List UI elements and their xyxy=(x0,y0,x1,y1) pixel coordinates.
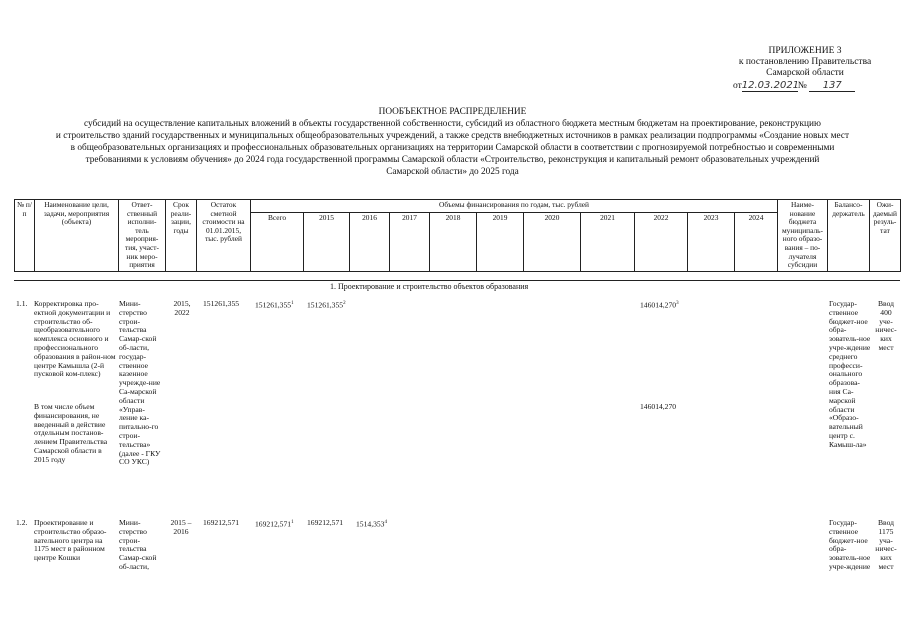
date-prefix: от xyxy=(733,81,742,91)
doc-title-line3: в общеобразовательных организациях и профессиональных образовательных организациях на территории Самарской области в соответствии с прогнозируемой потребностью и современными xyxy=(70,143,835,153)
row2-total xyxy=(255,519,294,529)
col-2019: 2019 xyxy=(477,212,524,271)
row1-2015-footnote: 2 xyxy=(343,301,346,306)
row1-2022 xyxy=(640,300,679,310)
row2-responsible: Мини-стерство строи-тельства Самар-ской об-ласти, xyxy=(119,518,157,571)
col-2020: 2020 xyxy=(524,212,581,271)
col-2016: 2016 xyxy=(350,212,390,271)
row1-2015 xyxy=(307,300,346,310)
doc-title-line2: и строительство зданий государственных и муниципальных общеобразовательных учреждений, а также средств внебюджетных источников в рамках реализации подпрограммы «Создание новых мест xyxy=(55,131,850,141)
decree-date-number xyxy=(733,80,873,92)
row2-name: Проектирование и строительство образо-вательного центра на 1175 мест в районном центре Кошки xyxy=(34,518,107,563)
doc-title-line4: требованиями к условиям обучения» до 2024 года государственной программы Самарской области «Строительство, реконструкция и капитальный ремонт образовательных учреждений xyxy=(85,155,820,165)
number-value: 137 xyxy=(809,80,855,92)
col-2024: 2024 xyxy=(735,212,778,271)
col-2018: 2018 xyxy=(430,212,477,271)
row1-result: Ввод 400 уче-ничес-ких мест xyxy=(875,299,897,352)
row2-2015: 169212,571 xyxy=(307,518,344,527)
col-responsible: Ответ-ственный исполни-тель мероприя-тия, участ-ник меро-приятия xyxy=(119,200,166,272)
col-remaining-cost: Остаток сметной стоимости на 01.01.2015, тыс. рублей xyxy=(197,200,251,272)
number-prefix: № xyxy=(797,81,807,91)
row1-term: 2015, 2022 xyxy=(173,299,191,317)
col-total: Всего xyxy=(251,212,304,271)
doc-heading: ПООБЪЕКТНОЕ РАСПРЕДЕЛЕНИЕ xyxy=(378,107,527,117)
col-2022: 2022 xyxy=(635,212,688,271)
col-term: Срок реали-зации, годы xyxy=(166,200,197,272)
row1-name: Корректировка про-ектной документации и строительство об-щеобразовательного комплекса основного и профессионального образования в район-ном центре Камышла (2-й пусковой ком-плекс) xyxy=(34,299,116,379)
appendix-label: ПРИЛОЖЕНИЕ 3 xyxy=(768,46,842,56)
row2-2016-value: 1514,353 xyxy=(356,519,385,529)
row1-responsible: Мини-стерство строи-тельства Самар-ской об-ласти, государ-ственное казенное учрежде-ние Са-марской области «Управ-ление ка-питально-го строи-тельства» (далее - ГКУ СО УКС) xyxy=(119,299,161,467)
col-2023: 2023 xyxy=(688,212,735,271)
row1-balance-holder: Государ-ственное бюджет-ное обра-зователь-ное учре-ждение среднего професси-онального образова-ния Са-марской области «Образо-вательный центр с. Камыш-ла» xyxy=(829,299,871,449)
date-value: 12.03.2021 xyxy=(741,80,800,91)
row2-2016-footnote: 4 xyxy=(384,520,387,525)
appendix-line2: к постановлению Правительства xyxy=(738,57,872,67)
row1-2022-sub: 146014,270 xyxy=(640,402,677,411)
doc-title-line1: субсидий на осуществление капитальных вложений в объекты государственной собственности, субсидий из областного бюджета местным бюджетам на проектирование, реконструкцию xyxy=(84,119,821,129)
row1-name-sub: В том числе объем финансирования, не введенный в действие отдельным постанов-лением Правительства Самарской области в 2015 году xyxy=(34,402,108,464)
col-balance-holder: Балансо-держатель xyxy=(828,200,870,272)
row2-total-footnote: 1 xyxy=(291,520,294,525)
funding-table-header xyxy=(14,199,901,272)
row2-term: 2015 – 2016 xyxy=(170,518,192,536)
row1-2022-footnote: 3 xyxy=(676,301,679,306)
doc-title-line5: Самарской области» до 2025 года xyxy=(386,167,519,177)
col-num: № п/п xyxy=(15,200,35,272)
row2-2016 xyxy=(356,519,387,529)
row1-total-footnote: 1 xyxy=(291,301,294,306)
row1-total-value: 151261,355 xyxy=(255,300,292,310)
col-budget-name: Наиме-нование бюджета муниципаль-ного образо-вания – по-лучателя субсидии xyxy=(778,200,828,272)
row1-2015-value: 151261,355 xyxy=(307,300,344,310)
row2-balance-holder: Государ-ственное бюджет-ное обра-зователь-ное учре-ждение xyxy=(829,518,871,571)
row2-total-value: 169212,571 xyxy=(255,519,292,529)
col-2021: 2021 xyxy=(581,212,635,271)
row1-remaining: 151261,355 xyxy=(203,299,240,308)
col-2015: 2015 xyxy=(304,212,350,271)
section-separator xyxy=(14,280,900,281)
row2-num: 1.2. xyxy=(16,518,28,527)
col-expected-result: Ожи-даемый резуль-тат xyxy=(870,200,901,272)
row2-remaining: 169212,571 xyxy=(203,518,240,527)
row1-total xyxy=(255,300,294,310)
appendix-line3: Самарской области xyxy=(766,68,844,78)
col-2017: 2017 xyxy=(390,212,430,271)
col-funding-volume: Объемы финансирования по годам, тыс. рублей xyxy=(251,200,778,213)
section-title: 1. Проектирование и строительство объектов образования xyxy=(330,282,529,291)
row1-num: 1.1. xyxy=(16,299,28,308)
row2-result: Ввод 1175 уча-ничес-ких мест xyxy=(875,518,897,571)
row1-2022-value: 146014,270 xyxy=(640,300,677,310)
col-name: Наименование цели, задачи, мероприятия (объекта) xyxy=(35,200,119,272)
